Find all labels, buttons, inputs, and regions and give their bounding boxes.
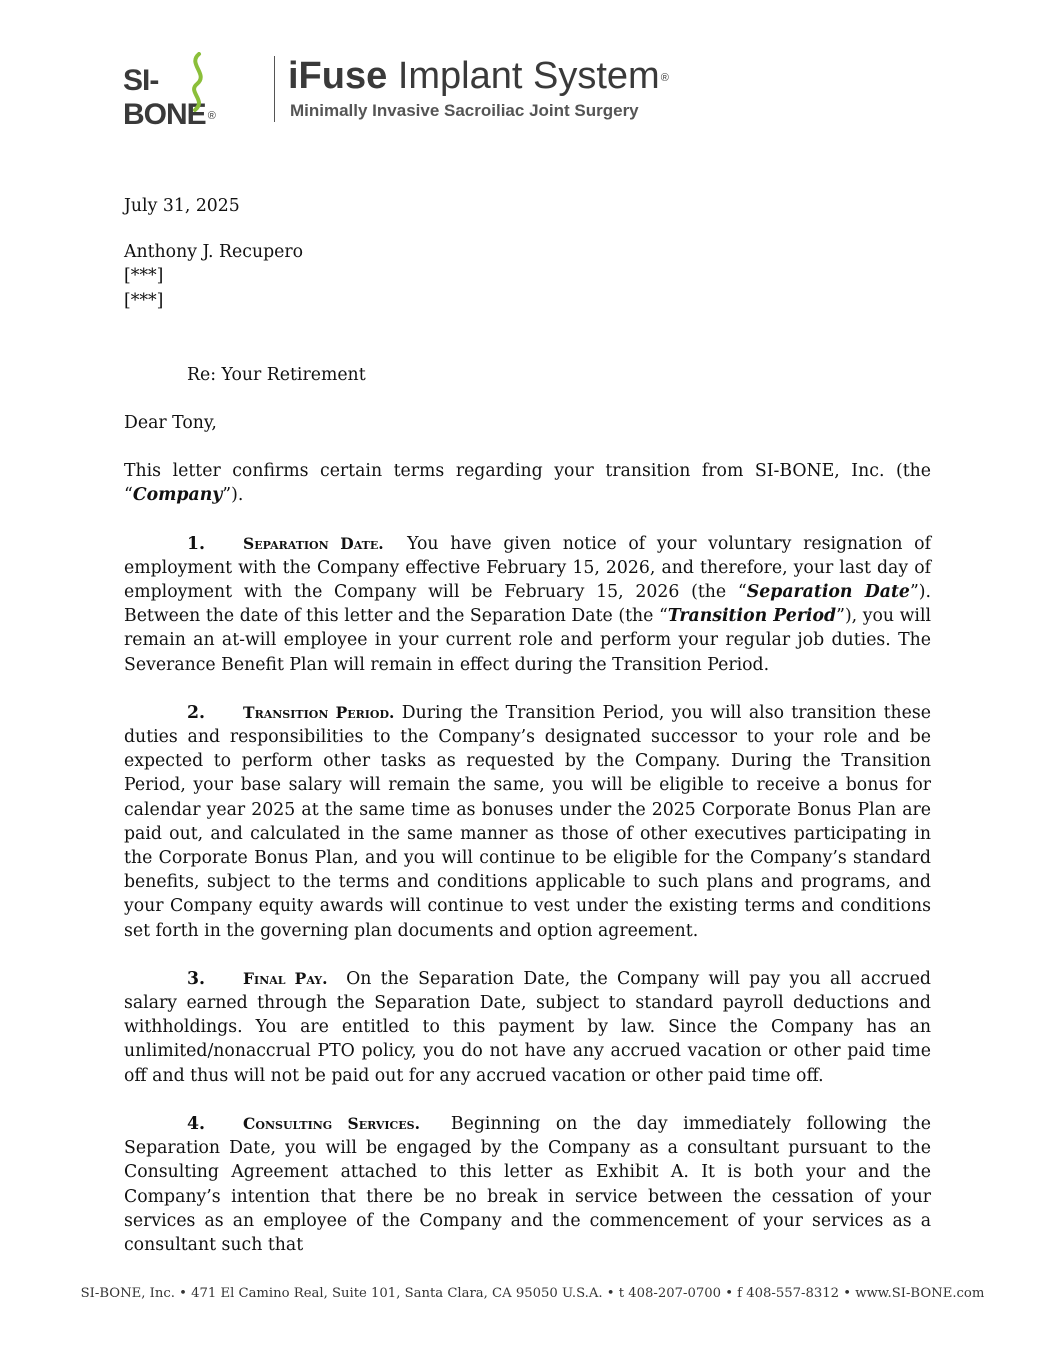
letter-date: July 31, 2025: [124, 196, 240, 216]
swoosh-icon: [183, 52, 213, 112]
logo-divider: [274, 56, 275, 122]
recipient-address-line-2: [***]: [124, 290, 164, 311]
defined-term-transition-period: Transition Period: [667, 606, 837, 627]
recipient-name: Anthony J. Recupero: [124, 242, 304, 263]
section-number: [124, 703, 205, 723]
section-number: [124, 1114, 205, 1134]
logo-product-mark: ®: [660, 71, 669, 84]
section-number-text: 4.: [187, 1113, 206, 1134]
logo-product-light: Implant System: [397, 55, 660, 97]
section-transition-period: [124, 701, 931, 943]
section-number: [124, 969, 205, 989]
section-consulting-services: [124, 1112, 931, 1257]
logo-tagline: Minimally Invasive Sacroiliac Joint Surgery: [290, 101, 639, 120]
section-number-text: 1.: [187, 533, 206, 554]
section-text: Beginning on the day immediately following the Separation Date, you will be engaged by the Company as a consultant pursuant to the Consulting Agreement attached to this letter as Exhibit A. It is both your and the Company’s intention that there be no break in service between the cessation of your services as an employee of the Company and the commencement of your services as a consultant such that: [124, 1113, 931, 1255]
section-heading: Transition Period.: [243, 702, 395, 722]
section-final-pay: [124, 967, 931, 1088]
defined-term-separation-date: Separation Date: [746, 582, 910, 603]
section-number: [124, 534, 205, 554]
section-number-text: 3.: [187, 968, 206, 989]
section-heading: Final Pay.: [243, 968, 328, 988]
section-text: ”). Between the date of this letter and the Separation Date (the “: [124, 582, 932, 627]
section-separation-date: [124, 532, 931, 677]
section-text: During the Transition Period, you will also transition these duties and responsibilities to the Company’s designated successor to your role and be expected to perform other tasks as requested by the Company. During the Transition Period, your base salary will remain the same, you will be eligible to receive a bonus for calendar year 2025 at the same time as bonuses under the 2025 Corporate Bonus Plan are paid out, and calculated in the same manner as those of other executives participating in the Corporate Bonus Plan, and you will continue to be eligible for the Company’s standard benefits, subject to the terms and conditions applicable to such plans and programs, and your Company equity awards will continue to vest under the existing terms and conditions set forth in the governing plan documents and option agreement.: [124, 702, 931, 941]
section-text: You have given notice of your voluntary resignation of employment with the Company effective February 15, 2026, and therefore, your last day of employment with the Company will be February 15, 2026 (the “: [124, 533, 931, 603]
logo-brand-mark: ®: [207, 110, 215, 123]
logo-product-bold: iFuse: [288, 55, 388, 97]
letterhead-footer: SI-BONE, Inc. • 471 El Camino Real, Suite 101, Santa Clara, CA 95050 U.S.A. • t 408-207-0700 • f 408-557-8312 • www.SI-BONE.com: [80, 1286, 985, 1301]
intro-paragraph: [124, 459, 931, 507]
section-heading: Consulting Services.: [243, 1113, 421, 1133]
subject-line: Re: Your Retirement: [187, 364, 366, 385]
section-text: ”), you will remain an at-will employee in your current role and perform your regular job duties. The Severance Benefit Plan will remain in effect during the Transition Period.: [124, 606, 931, 675]
defined-term-company: Company: [132, 485, 223, 506]
logo-brand-text: SI-BONE: [123, 64, 206, 131]
intro-text-2: ”).: [222, 485, 244, 506]
section-number-text: 2.: [187, 702, 206, 723]
salutation: Dear Tony,: [124, 413, 217, 434]
section-text: On the Separation Date, the Company will pay you all accrued salary earned through the Separation Date, subject to standard payroll deductions and withholdings. You are entitled to this payment by law. Since the Company has an unlimited/nonaccrual PTO policy, you do not have any accrued vacation or other paid time off and thus will not be paid out for any accrued vacation or other paid time off.: [124, 968, 931, 1086]
logo-product: [288, 55, 669, 98]
recipient-address-line-1: [***]: [124, 266, 164, 287]
letter-body: [124, 194, 931, 1281]
intro-text-1: This letter confirms certain terms regarding your transition from SI-BONE, Inc. (the “: [124, 461, 931, 506]
section-heading: Separation Date.: [243, 533, 384, 553]
